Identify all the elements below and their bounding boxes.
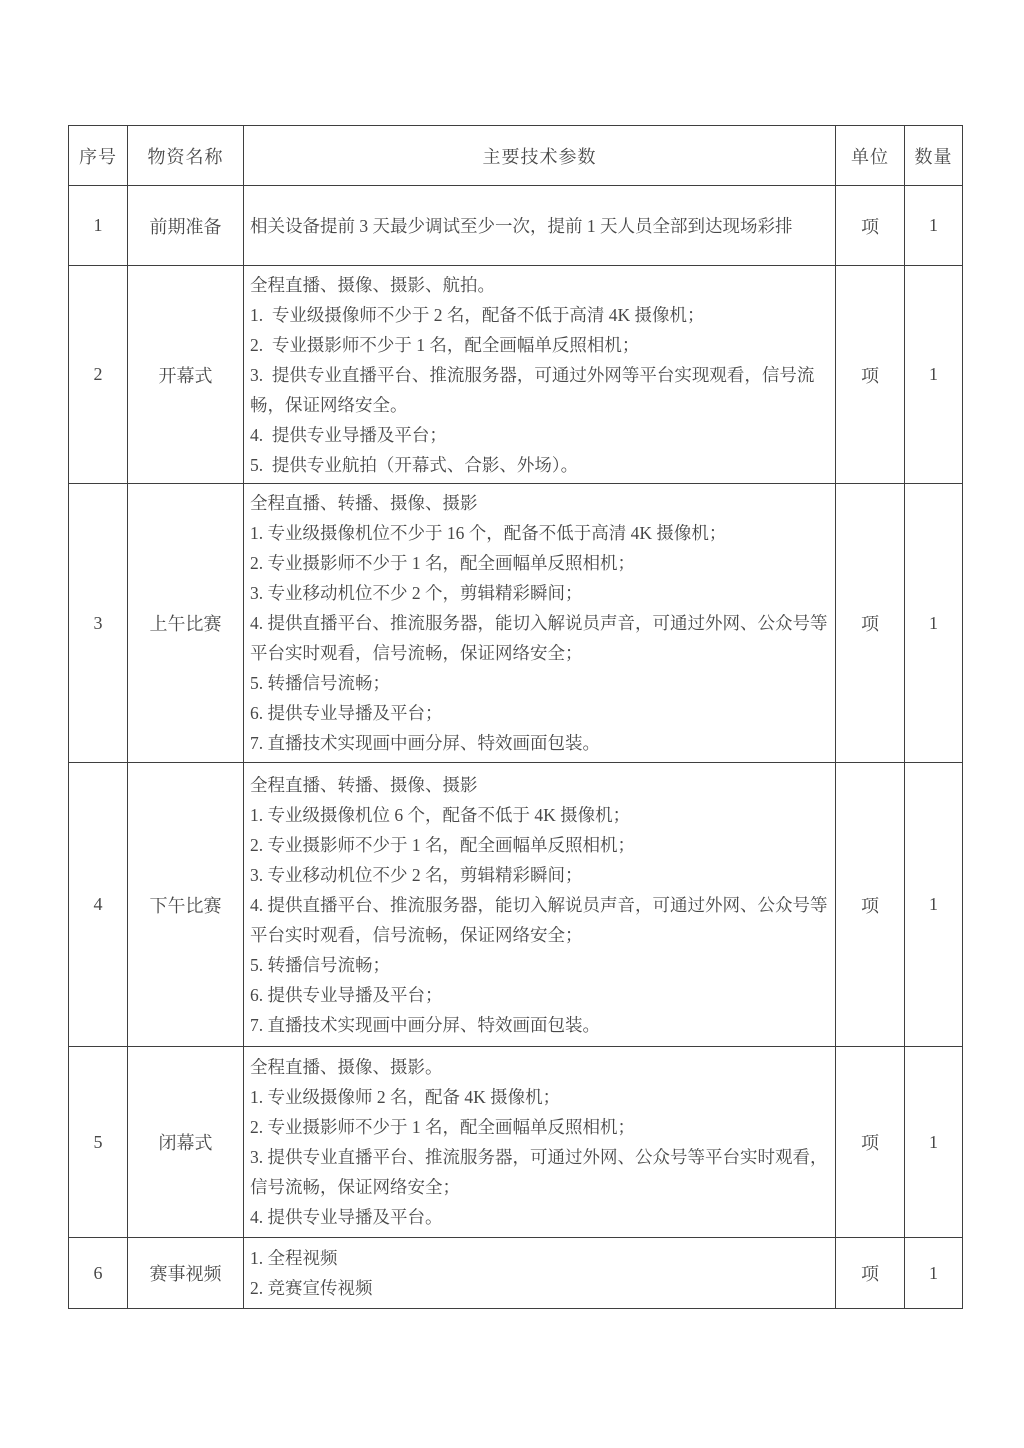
material-name-cell: 前期准备: [128, 186, 244, 266]
material-name-cell: 开幕式: [128, 266, 244, 484]
qty-cell: 1: [905, 186, 963, 266]
table-row: [69, 1238, 963, 1309]
unit-cell: 项: [836, 1238, 905, 1309]
param-line: 全程直播、转播、摄像、摄影: [250, 493, 478, 513]
param-line: 4. 提供直播平台、推流服务器，能切入解说员声音，可通过外网、公众号等平台实时观看，信号流畅，保证网络安全；: [250, 613, 828, 663]
param-line: 1. 全程视频: [250, 1248, 338, 1268]
spec-table: [68, 125, 963, 1309]
row-no-cell: 5: [69, 1047, 128, 1238]
param-line: 全程直播、摄像、摄影。: [250, 1057, 443, 1077]
param-line: 相关设备提前 3 天最少调试至少一次，提前 1 天人员全部到达现场彩排: [250, 215, 793, 236]
header-cell-params: 主要技术参数: [244, 126, 836, 186]
header-cell-qty: 数量: [905, 126, 963, 186]
param-line: 4. 提供专业导播及平台。: [250, 1207, 443, 1227]
qty-cell: 1: [905, 484, 963, 763]
table-row: [69, 266, 963, 484]
params-cell: [244, 763, 836, 1047]
param-line: 3. 专业移动机位不少 2 个，剪辑精彩瞬间；: [250, 583, 583, 603]
row-no-cell: 3: [69, 484, 128, 763]
param-line: 5. 转播信号流畅；: [250, 954, 390, 975]
header-cell-name: 物资名称: [128, 126, 244, 186]
param-line: 2. 专业摄影师不少于 1 名，配全画幅单反照相机；: [250, 1117, 635, 1137]
param-line: 1. 专业级摄像师 2 名，配备 4K 摄像机；: [250, 1087, 561, 1107]
param-line: 5. 提供专业航拍（开幕式、合影、外场）。: [250, 454, 579, 475]
qty-cell: 1: [905, 266, 963, 484]
qty-cell: 1: [905, 1047, 963, 1238]
material-name-cell: 上午比赛: [128, 484, 244, 763]
unit-cell: 项: [836, 186, 905, 266]
material-name-cell: 下午比赛: [128, 763, 244, 1047]
table-row: [69, 186, 963, 266]
param-line: 2. 专业摄影师不少于 1 名，配全画幅单反照相机；: [250, 553, 635, 573]
material-name-cell: 赛事视频: [128, 1238, 244, 1309]
params-cell: [244, 1047, 836, 1238]
params-cell: [244, 266, 836, 484]
param-line: 4. 提供专业导播及平台；: [250, 424, 447, 445]
row-no-cell: 1: [69, 186, 128, 266]
param-line: 7. 直播技术实现画中画分屏、特效画面包装。: [250, 733, 600, 753]
param-line: 6. 提供专业导播及平台；: [250, 984, 443, 1005]
material-name-cell: 闭幕式: [128, 1047, 244, 1238]
row-no-cell: 4: [69, 763, 128, 1047]
param-line: 7. 直播技术实现画中画分屏、特效画面包装。: [250, 1014, 600, 1035]
table-row: [69, 763, 963, 1047]
header-cell-unit: 单位: [836, 126, 905, 186]
param-line: 5. 转播信号流畅；: [250, 673, 390, 693]
param-line: 3. 提供专业直播平台、推流服务器，可通过外网、公众号等平台实时观看，信号流畅，保证网络安全；: [250, 1147, 828, 1197]
header-row: [69, 126, 963, 186]
row-no-cell: 2: [69, 266, 128, 484]
header-cell-no: 序号: [69, 126, 128, 186]
param-line: 3. 提供专业直播平台、推流服务器，可通过外网等平台实现观看，信号流畅，保证网络安全。: [250, 364, 815, 415]
param-line: 4. 提供直播平台、推流服务器，能切入解说员声音，可通过外网、公众号等平台实时观看，信号流畅，保证网络安全；: [250, 894, 828, 945]
unit-cell: 项: [836, 763, 905, 1047]
param-line: 1. 专业级摄像机位不少于 16 个，配备不低于高清 4K 摄像机；: [250, 523, 727, 543]
param-line: 1. 专业级摄像机位 6 个，配备不低于 4K 摄像机；: [250, 804, 631, 825]
params-cell: [244, 186, 836, 266]
param-line: 2. 竞赛宣传视频: [250, 1278, 373, 1298]
params-cell: [244, 484, 836, 763]
unit-cell: 项: [836, 484, 905, 763]
table-row: [69, 484, 963, 763]
table-row: [69, 1047, 963, 1238]
unit-cell: 项: [836, 1047, 905, 1238]
param-line: 6. 提供专业导播及平台；: [250, 703, 443, 723]
param-line: 全程直播、转播、摄像、摄影: [250, 774, 478, 795]
params-cell: [244, 1238, 836, 1309]
qty-cell: 1: [905, 1238, 963, 1309]
param-line: 2. 专业摄影师不少于 1 名，配全画幅单反照相机；: [250, 834, 635, 855]
unit-cell: 项: [836, 266, 905, 484]
param-line: 全程直播、摄像、摄影、航拍。: [250, 274, 495, 295]
param-line: 1. 专业级摄像师不少于 2 名，配备不低于高清 4K 摄像机；: [250, 304, 705, 325]
row-no-cell: 6: [69, 1238, 128, 1309]
qty-cell: 1: [905, 763, 963, 1047]
param-line: 3. 专业移动机位不少 2 名，剪辑精彩瞬间；: [250, 864, 583, 885]
param-line: 2. 专业摄影师不少于 1 名，配全画幅单反照相机；: [250, 334, 640, 355]
